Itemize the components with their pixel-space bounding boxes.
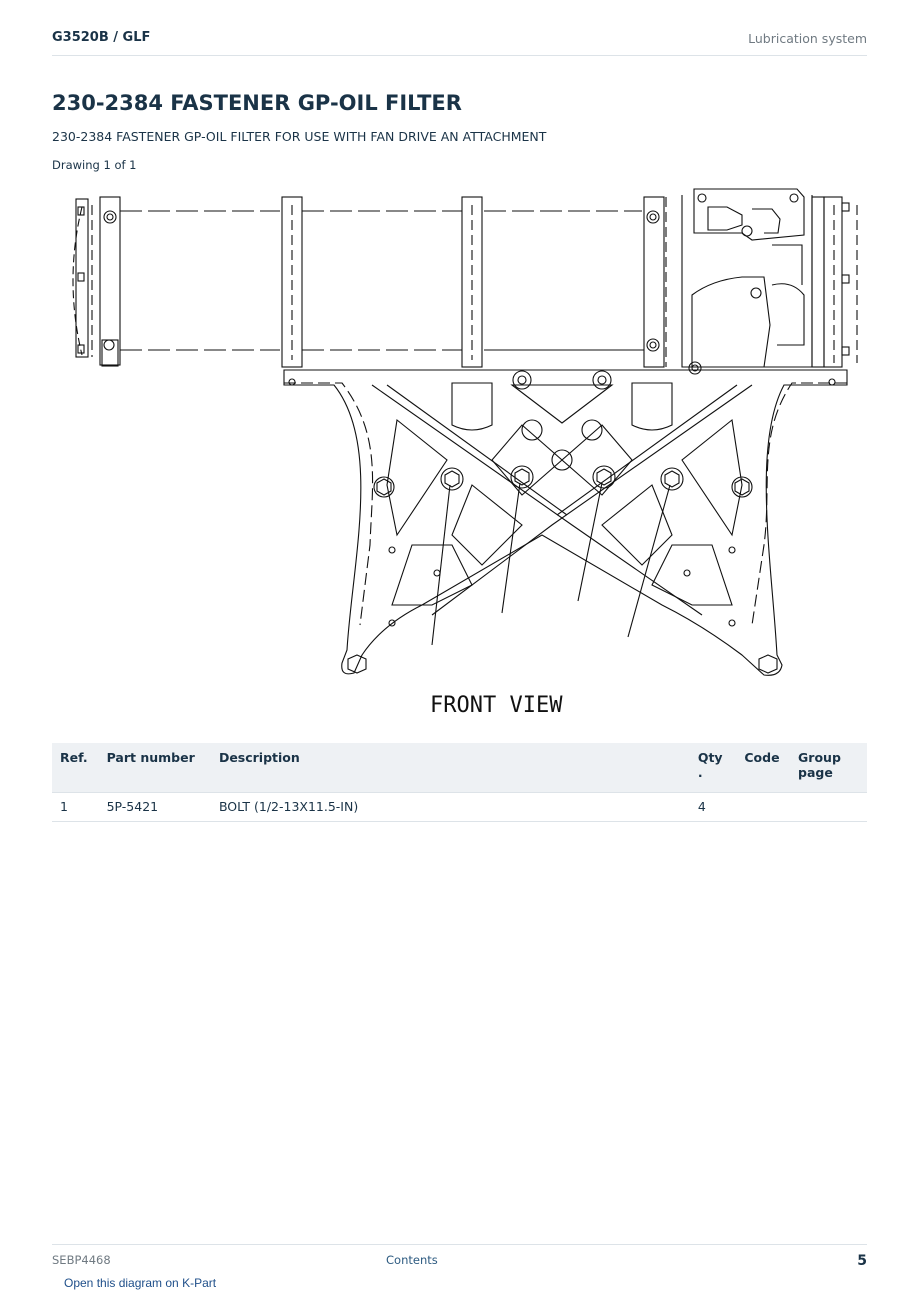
col-qty: Qty . <box>690 743 737 793</box>
page-header <box>52 28 867 56</box>
cell-description: BOLT (1/2-13X11.5-IN) <box>211 793 690 822</box>
drawing-label: Drawing 1 of 1 <box>52 158 137 172</box>
table-row <box>52 793 867 822</box>
page-footer <box>52 1244 867 1271</box>
parts-table <box>52 743 867 822</box>
model-label: G3520B / GLF <box>52 30 151 45</box>
filter-housing <box>73 189 857 374</box>
table-header-row <box>52 743 867 793</box>
page-number: 5 <box>857 1253 867 1269</box>
col-description: Description <box>211 743 690 793</box>
cell-ref: 1 <box>52 793 99 822</box>
contents-link[interactable]: Contents <box>386 1253 438 1267</box>
cell-qty: 4 <box>690 793 737 822</box>
diagram-caption: FRONT VIEW <box>430 693 563 718</box>
page-title: 230-2384 FASTENER GP-OIL FILTER <box>52 91 462 115</box>
col-part-number: Part number <box>99 743 211 793</box>
open-kpart-link[interactable]: Open this diagram on K-Part <box>64 1276 217 1290</box>
page-subtitle: 230-2384 FASTENER GP-OIL FILTER FOR USE WITH FAN DRIVE AN ATTACHMENT <box>52 129 547 144</box>
mounting-bracket <box>284 370 847 675</box>
doc-code: SEBP4468 <box>52 1253 111 1267</box>
section-label: Lubrication system <box>748 31 867 46</box>
col-group-page: Group page <box>790 743 867 793</box>
col-ref: Ref. <box>52 743 99 793</box>
cell-group-page <box>790 793 867 822</box>
cell-part-number: 5P-5421 <box>99 793 211 822</box>
parts-diagram <box>52 185 867 730</box>
col-code: Code <box>736 743 790 793</box>
cell-code <box>736 793 790 822</box>
parts-diagram-drawing <box>52 185 867 730</box>
